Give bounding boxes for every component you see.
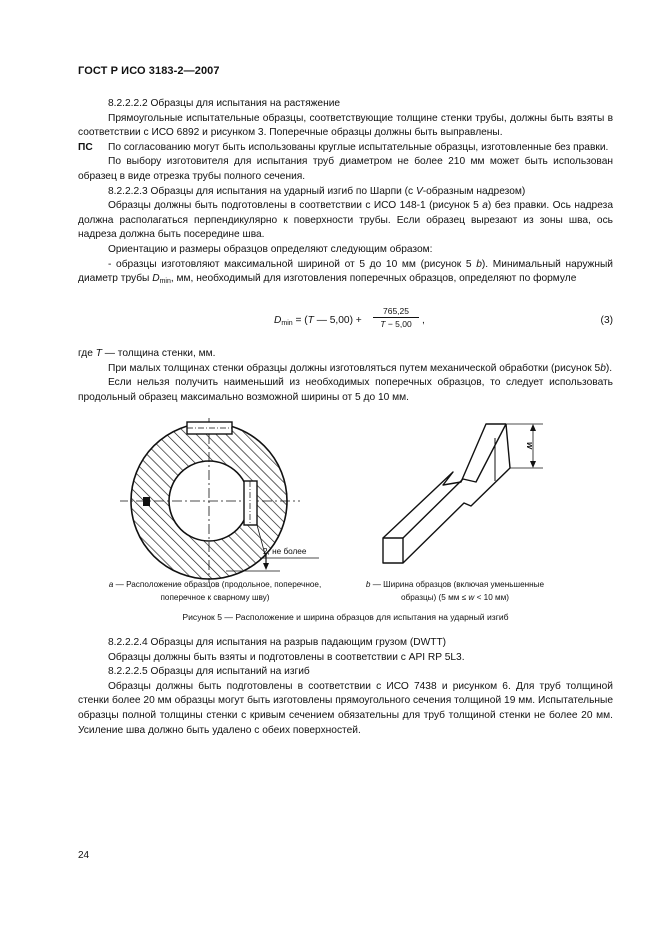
text-block-2: [78, 347, 613, 405]
text-block-3: [78, 636, 613, 738]
ps-note: ПС По согласованию могут быть использованы круглые испытательные образцы, изготовленные без правки.: [78, 141, 613, 156]
paragraph: Если нельзя получить наименьший из необходимых поперечных образцов, то следует использовать продольный образец максимально возможной ширины от 5 до 10 мм.: [78, 377, 613, 403]
paragraph: По выбору изготовителя для испытания труб диаметром не более 210 мм может быть использован образец в виде отрезка трубы полного сечения.: [78, 156, 613, 182]
caption-a: а — Расположение образцов (продольное, поперечное, поперечное к сварному шву): [108, 580, 322, 602]
formula-3: $D_{min} = (T$ — 5,00) + $\frac{765,25}{T - 5,00}$ , (3): [274, 306, 613, 329]
formula-number: (3): [600, 315, 613, 326]
document-header: ГОСТ Р ИСО 3183-2—2007: [78, 65, 220, 77]
fraction-numerator: 765,25: [373, 306, 419, 318]
paragraph: - образцы изготовляют максимальной шириной от 5 до 10 мм (рисунок 5 b). Минимальный наружный диаметр трубы $D_{min}$, мм, необходимый для изготовления поперечных образцов, определяют по формуле: [78, 258, 613, 286]
figure-title: Рисунок 5 — Расположение и ширина образцов для испытания на ударный изгиб: [182, 612, 509, 622]
fraction-denominator: T − 5,00: [380, 319, 412, 329]
text-block-1: [78, 97, 613, 290]
paragraph: При малых толщинах стенки образцы должны изготовляться путем механической обработки (рисунок 5b).: [108, 362, 613, 374]
clause-8-2-2-2-2-heading: 8.2.2.2.2 Образцы для испытания на растяжение: [108, 98, 341, 109]
clause-8-2-2-2-5-heading: 8.2.2.2.5 Образцы для испытаний на изгиб: [108, 666, 310, 678]
figure-5b-specimen: [375, 418, 550, 568]
page-number: 24: [78, 850, 90, 861]
caption-b: b — Ширина образцов (включая уменьшенные образцы) (5 мм ≤ w < 10 мм): [365, 580, 545, 602]
formula-lhs: $D_{min} = (T$ — 5,00) +: [274, 315, 362, 327]
specimen-front-face: [383, 538, 403, 563]
paragraph: Образцы должны быть взяты и подготовлены в соответствии с API RP 5L3.: [108, 651, 465, 663]
dimension-arrow: [263, 563, 269, 570]
specimen-weld: [244, 481, 257, 525]
paragraph: Образцы должны быть подготовлены в соответствии с ИСО 7438 и рисунком 6. Для труб толщиной стенки более 20 мм образцы могут быть изготовлены прямоугольного сечения толщиной 19 мм. Испытательные образцы полной толщины стенки с кривым сечением обязательны для труб толщиной стенки не более 20 мм. Усиление шва должно быть удалено с обеих поверхностей.: [78, 680, 613, 736]
paragraph: Прямоугольные испытательные образцы, соответствующие толщине стенки трубы, должны быть взяты в соответствии с ИСО 6892 и рисунком 3. Поперечные образцы должны быть выправлены.: [78, 112, 613, 139]
ps-label: ПС: [78, 141, 93, 153]
clause-8-2-2-2-3-heading: 8.2.2.2.3 Образцы для испытания на ударный изгиб по Шарпи (с V-образным надрезом): [108, 185, 526, 197]
figure-5a-pipe-section: [120, 418, 345, 583]
paragraph: Ориентацию и размеры образцов определяют следующим образом:: [108, 243, 433, 255]
width-w-label: w: [525, 442, 535, 450]
formula-fraction: [373, 306, 419, 329]
paragraph: где T — толщина стенки, мм.: [78, 348, 216, 359]
clause-8-2-2-2-4-heading: 8.2.2.2.4 Образцы для испытания на разрыв падающим грузом (DWTT): [108, 637, 447, 648]
dimension-label: 2, не более: [263, 547, 307, 556]
specimen-top-edge: [383, 424, 506, 538]
paragraph: Образцы должны быть подготовлены в соответствии с ИСО 148-1 (рисунок 5 а) без правки. Ось надреза должна располагаться перпендикулярно к поверхности трубы. Если образец вырезают из зоны шва, ось надреза должна быть посередине шва.: [78, 200, 613, 241]
weld-seam: [143, 497, 150, 506]
